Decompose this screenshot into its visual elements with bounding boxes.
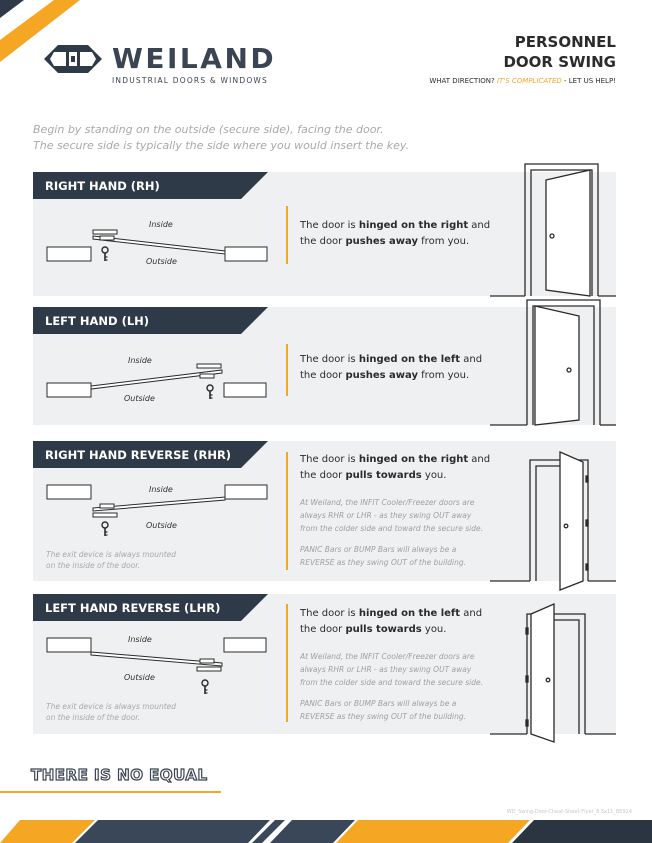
section-rh-description: The door is hinged on the right and the door pushes away from you. [300,220,491,247]
rh-plan-diagram [47,230,267,261]
section-rhr-exit-note: The exit device is always mounted on the inside of the door. [46,550,177,570]
section-lh-inside-label: Inside [128,356,152,365]
brand-name: WEILAND [112,42,277,75]
subtitle-part-a: WHAT DIRECTION? [429,77,497,85]
subtitle-part-c: - LET US HELP! [561,77,616,85]
section-lh-description: The door is hinged on the left and the door pushes away from you. [300,354,483,381]
lh-plan-diagram [47,364,266,399]
rhr-door-elevation [490,452,616,590]
section-rhr-inside-label: Inside [149,485,173,494]
subtitle-highlight: IT'S COMPLICATED [496,77,562,85]
lhr-plan-diagram [47,638,266,694]
document-code: WD_Swing-Door-Cheat-Sheet-Flyer_8.5x11_BE924 [506,809,632,815]
lh-door-elevation [490,300,616,425]
section-lhr-inside-label: Inside [128,635,152,644]
lhr-door-elevation [490,604,616,742]
title-line-2: DOOR SWING [503,53,616,71]
section-rhr-panic-note: PANIC Bars or BUMP Bars will always be a REVERSE as they swing OUT of the building. [300,545,467,567]
rhr-plan-diagram [47,485,267,536]
section-rhr-cooler-note: At Weiland, the INFIT Cooler/Freezer doors are always RHR or LHR - as they swing OUT away from the colder side and toward the secure side. [300,498,483,533]
title-line-1: PERSONNEL [514,33,616,51]
section-lhr-title: LEFT HAND REVERSE (LHR) [45,601,221,615]
section-rhr-outside-label: Outside [146,521,177,530]
intro-line-2: The secure side is typically the side where you would insert the key. [33,139,410,152]
slogan-underline [0,791,221,793]
section-lhr-cooler-note: At Weiland, the INFIT Cooler/Freezer doors are always RHR or LHR - as they swing OUT away from the colder side and toward the secure side. [300,652,483,687]
section-lh-outside-label: Outside [124,394,155,403]
brand-tagline: INDUSTRIAL DOORS & WINDOWS [112,76,269,85]
section-rh-title: RIGHT HAND (RH) [45,179,160,193]
section-lhr-panic-note: PANIC Bars or BUMP Bars will always be a REVERSE as they swing OUT of the building. [300,699,467,721]
section-rh-outside-label: Outside [146,257,177,266]
section-lhr-description: The door is hinged on the left and the door pulls towards you. [300,608,483,635]
rh-door-elevation [490,164,616,296]
section-lhr-outside-label: Outside [124,673,155,682]
footer-stripe-band [0,820,652,843]
brand-slogan: THERE IS NO EQUAL [31,766,208,784]
section-rhr-title: RIGHT HAND REVERSE (RHR) [45,448,232,462]
section-lh-title: LEFT HAND (LH) [45,314,150,328]
section-rhr-description: The door is hinged on the right and the door pulls towards you. [300,454,491,481]
section-lhr-exit-note: The exit device is always mounted on the inside of the door. [46,702,177,722]
section-rh-inside-label: Inside [149,220,173,229]
intro-line-1: Begin by standing on the outside (secure side), facing the door. [33,123,384,136]
